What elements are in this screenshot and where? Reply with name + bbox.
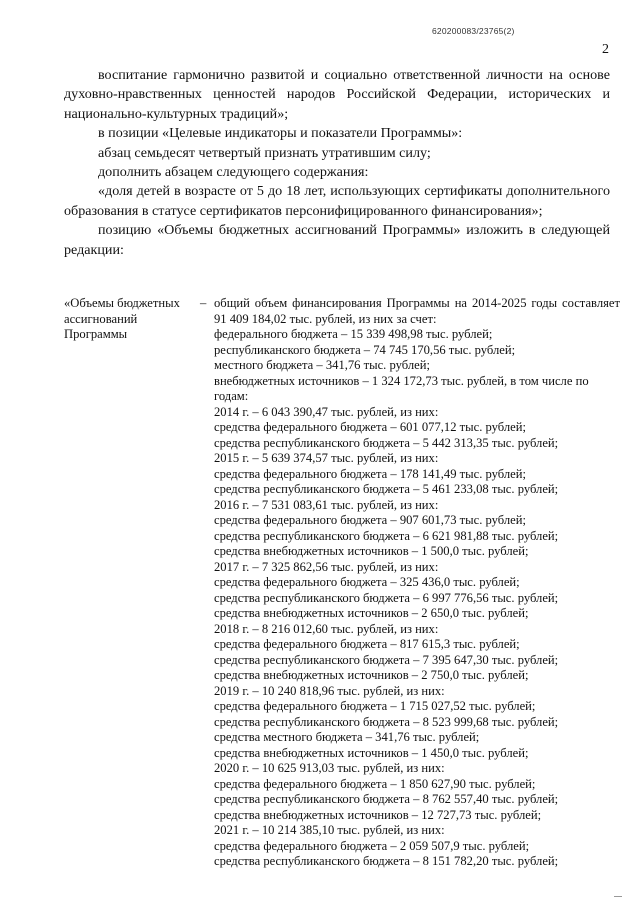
table-lead: общий объем финансирования Программы на 2014-2025 годы составляет 91 409 184,02 тыс. рублей, из них за счет:	[214, 296, 620, 326]
table-line: местного бюджета – 341,76 тыс. рублей;	[214, 358, 430, 372]
table-line: 2021 г. – 10 214 385,10 тыс. рублей, из них:	[214, 823, 445, 837]
table-line: средства внебюджетных источников – 1 450,0 тыс. рублей;	[214, 745, 529, 760]
table-line: 2016 г. – 7 531 083,61 тыс. рублей, из них:	[214, 497, 439, 512]
table-line: 2018 г. – 8 216 012,60 тыс. рублей, из них:	[214, 621, 439, 636]
paragraph: воспитание гармонично развитой и социально ответственной личности на основе духовно-нравственных ценностей народов Российской Федерации, исторических и национально-культурных традиций»;	[64, 67, 610, 122]
table-label: «Объемы бюджетных ассигнований Программы	[64, 296, 180, 341]
paragraph: «доля детей в возрасте от 5 до 18 лет, использующих сертификаты дополнительного образования в статусе сертификатов персонифицированного финансирования»;	[64, 183, 610, 219]
table-line: средства федерального бюджета – 601 077,12 тыс. рублей;	[214, 420, 526, 434]
table-line: 2020 г. – 10 625 913,03 тыс. рублей, из них:	[214, 761, 445, 775]
table-content	[214, 296, 620, 870]
table-line: средства федерального бюджета – 178 141,49 тыс. рублей;	[214, 466, 526, 481]
table-line: средства федерального бюджета – 817 615,3 тыс. рублей;	[214, 637, 520, 651]
table-line: федерального бюджета – 15 339 498,98 тыс. рублей;	[214, 327, 493, 341]
table-line: средства местного бюджета – 341,76 тыс. рублей;	[214, 730, 480, 744]
document-code: 620200083/23765(2)	[432, 26, 515, 36]
intro-text	[64, 66, 610, 260]
page-edge-mark	[614, 896, 622, 897]
paragraph: дополнить абзацем следующего содержания:	[98, 164, 369, 181]
table-line: средства федерального бюджета – 907 601,73 тыс. рублей;	[214, 513, 526, 527]
table-line: средства внебюджетных источников – 12 727,73 тыс. рублей;	[214, 807, 542, 822]
table-line: средства республиканского бюджета – 8 762 557,40 тыс. рублей;	[214, 792, 559, 806]
table-line: средства республиканского бюджета – 7 395 647,30 тыс. рублей;	[214, 652, 559, 667]
table-line: 2017 г. – 7 325 862,56 тыс. рублей, из них:	[214, 559, 439, 574]
table-line: средства республиканского бюджета – 6 997 776,56 тыс. рублей;	[214, 590, 559, 605]
table-line: средства федерального бюджета – 325 436,0 тыс. рублей;	[214, 575, 520, 589]
table-line: средства республиканского бюджета – 5 461 233,08 тыс. рублей;	[214, 482, 559, 496]
table-line: республиканского бюджета – 74 745 170,56 тыс. рублей;	[214, 342, 516, 357]
table-line: средства внебюджетных источников – 2 650,0 тыс. рублей;	[214, 606, 529, 620]
table-line: средства федерального бюджета – 1 715 027,52 тыс. рублей;	[214, 699, 536, 713]
table-line: средства внебюджетных источников – 1 500,0 тыс. рублей;	[214, 544, 529, 558]
table-line: средства внебюджетных источников – 2 750,0 тыс. рублей;	[214, 668, 529, 682]
budget-allocation-table	[64, 296, 620, 870]
table-line: средства республиканского бюджета – 5 442 313,35 тыс. рублей;	[214, 435, 559, 450]
table-line: средства республиканского бюджета – 8 523 999,68 тыс. рублей;	[214, 714, 559, 729]
table-line: 2014 г. – 6 043 390,47 тыс. рублей, из них:	[214, 404, 439, 419]
table-line: 2019 г. – 10 240 818,96 тыс. рублей, из них:	[214, 683, 445, 698]
paragraph: в позиции «Целевые индикаторы и показатели Программы»:	[98, 125, 463, 142]
table-line: средства федерального бюджета – 2 059 507,9 тыс. рублей;	[214, 838, 530, 853]
table-line: средства республиканского бюджета – 6 621 981,88 тыс. рублей;	[214, 528, 559, 543]
table-line: внебюджетных источников – 1 324 172,73 тыс. рублей, в том числе по годам:	[214, 373, 589, 403]
paragraph: позицию «Объемы бюджетных ассигнований Программы» изложить в следующей редакции:	[64, 222, 610, 258]
paragraph: абзац семьдесят четвертый признать утратившим силу;	[98, 144, 431, 161]
page-number: 2	[602, 42, 609, 57]
table-line: 2015 г. – 5 639 374,57 тыс. рублей, из них:	[214, 451, 439, 465]
table-line: средства республиканского бюджета – 8 151 782,20 тыс. рублей;	[214, 854, 559, 868]
table-dash: –	[200, 296, 207, 310]
table-line: средства федерального бюджета – 1 850 627,90 тыс. рублей;	[214, 776, 536, 791]
